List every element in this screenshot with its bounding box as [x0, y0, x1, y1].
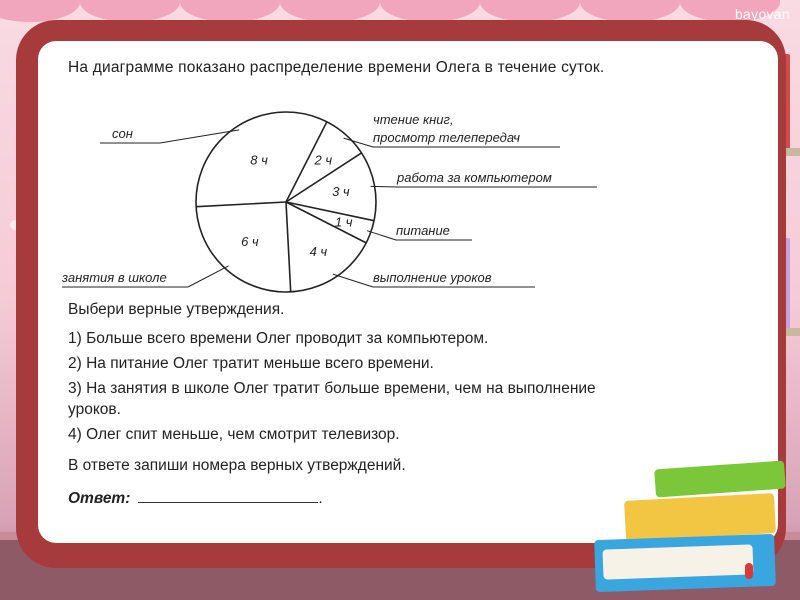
pie-category-label: занятия в школе — [62, 270, 167, 285]
pie-value-label: 1 ч — [334, 214, 353, 230]
callout-leader — [367, 231, 396, 240]
pie-category-label: чтение книг, — [373, 112, 454, 127]
book-green — [654, 460, 786, 497]
answer-suffix: . — [318, 490, 323, 507]
curtain-scallop — [80, 0, 180, 22]
curtain-scallop — [180, 0, 280, 22]
pie-chart — [60, 104, 650, 304]
statement-item: 3) На занятия в школе Олег тратит больше времени, чем на выполнение уроков. — [68, 380, 596, 418]
bookmark — [745, 563, 753, 579]
pie-value-label: 4 ч — [309, 243, 328, 259]
answer-row — [68, 488, 323, 508]
curtain-scallop — [580, 0, 680, 22]
pie-category-label: сон — [112, 126, 133, 141]
callout-leader — [371, 186, 397, 187]
curtain-scallop — [480, 0, 580, 22]
curtain-scallop — [380, 0, 480, 22]
curtain-scallop — [0, 0, 80, 22]
book-stack-decoration — [585, 455, 800, 600]
pie-value-label: 2 ч — [314, 152, 333, 168]
worksheet — [60, 46, 650, 534]
callout-leader — [333, 274, 373, 287]
answer-prompt: В ответе запиши номера верных утверждений. — [68, 457, 406, 474]
pie-value-label: 8 ч — [250, 152, 268, 168]
question-title: Выбери верные утверждения. — [68, 301, 285, 318]
callout-leader — [188, 266, 228, 287]
pie-category-label: питание — [396, 223, 450, 238]
pie-value-label: 6 ч — [241, 234, 259, 250]
statement-item: 1) Больше всего времени Олег проводит за компьютером. — [68, 330, 489, 347]
pie-value-label: 3 ч — [332, 183, 350, 199]
statement-item: 4) Олег спит меньше, чем смотрит телевизор. — [68, 426, 400, 443]
problem-intro: На диаграмме показано распределение времени Олега в течение суток. — [68, 59, 605, 76]
pie-category-label: просмотр телепередач — [373, 130, 520, 145]
statement-item: 2) На питание Олег тратит меньше всего времени. — [68, 355, 434, 372]
statement-list — [68, 328, 648, 449]
watermark: bayovan — [734, 6, 790, 22]
pie-category-label: выполнение уроков — [373, 270, 492, 285]
answer-field[interactable] — [138, 488, 318, 503]
curtain-scallop — [280, 0, 380, 22]
answer-label: Ответ: — [68, 490, 131, 507]
book-pages — [603, 544, 754, 579]
pie-category-label: работа за компьютером — [397, 170, 552, 185]
